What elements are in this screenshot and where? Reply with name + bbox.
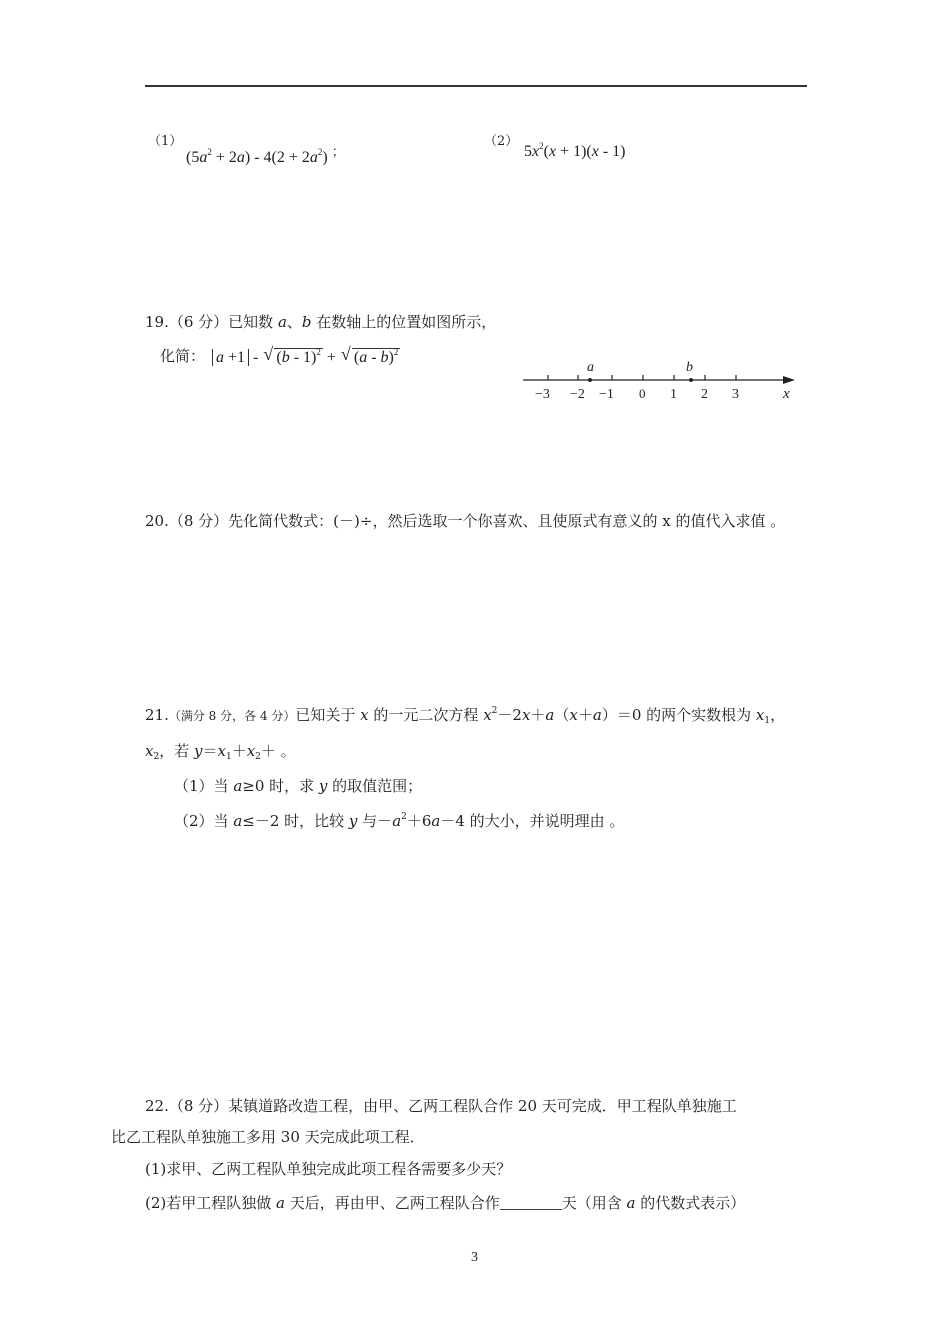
q22-part2: (2)若甲工程队独做 a 天后，再由甲、乙两工程队合作 天（用含 a 的代数式表示）	[145, 1194, 746, 1212]
tick-label: 2	[701, 387, 708, 402]
label-a: a	[587, 360, 594, 375]
tick-label: 0	[639, 386, 646, 401]
q18-part2-expression: $5x^2(x + 1)(x - 1)$	[524, 141, 626, 160]
q20-question-text: 20.（8 分）先化简代数式：(－)÷，然后选取一个你喜欢、且使原式有意义的 x 的值代入求值 。	[145, 512, 786, 530]
q22-question-line2: 比乙工程队单独施工多用 30 天完成此项工程．	[111, 1128, 425, 1146]
q18-part1-label: （1）	[148, 134, 183, 149]
header-rule	[145, 85, 807, 87]
q21-part1: （1）当 a≥0 时，求 y 的取值范围；	[174, 777, 423, 795]
q21-question-line2: $x_2$，若 $y=x_1+x_2+$ 。	[145, 742, 296, 762]
q19-abs-value: a +1	[212, 349, 249, 366]
q22-part1: (1)求甲、乙两工程队单独完成此项工程各需要多少天？	[145, 1160, 512, 1178]
q19-simplify-prefix: 化简：	[160, 347, 206, 365]
q18-part1-expression: $(5a^2 + 2a) - 4(2 + 2a^2)$ ；	[186, 144, 345, 166]
q19-root-2: √ (a - b)$^2$	[342, 347, 400, 367]
tick-label: 3	[732, 387, 739, 402]
number-line-arrow	[783, 376, 795, 384]
tick-label: −2	[570, 387, 585, 402]
q18-part2-label: （2）	[484, 134, 519, 149]
answer-blank	[500, 1197, 562, 1210]
page-number: 3	[471, 1250, 478, 1265]
q19-expression: a +1 - √ (b - 1)$^2$ + √ (a - b)$^2$	[212, 347, 400, 367]
q19-question-text: 19.（6 分）已知数 a、b 在数轴上的位置如图所示，	[145, 313, 497, 331]
tick-label: −1	[599, 387, 614, 402]
q21-question-line1: 21.（满分 8 分，各 4 分）已知关于 x 的一元二次方程 $x^2-2x+a(x+a)=0$ 的两个实数根为 $x_1$，	[145, 706, 786, 726]
tick-label: 1	[670, 387, 677, 402]
q21-part2: （2）当 a≤－2 时，比较 y 与$-a^2+6a-4$ 的大小，并说明理由 。	[174, 812, 625, 830]
q22-question-line1: 22.（8 分）某镇道路改造工程，由甲、乙两工程队合作 20 天可完成．甲工程队单独施工	[145, 1097, 737, 1115]
q19-root-1: √ (b - 1)$^2$	[264, 347, 322, 367]
q19-number-line	[515, 355, 805, 405]
point-b	[689, 378, 693, 382]
point-a	[588, 378, 592, 382]
axis-variable-label: x	[783, 386, 790, 402]
tick-label: −3	[535, 387, 550, 402]
label-b: b	[686, 360, 693, 375]
